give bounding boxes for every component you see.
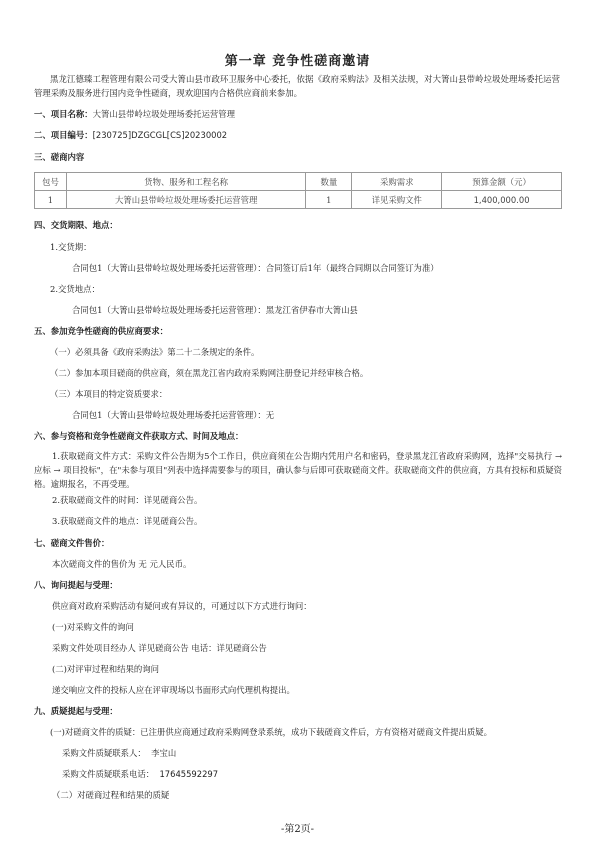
section-2-project-number [34, 129, 227, 141]
project-name-value: 大箐山县带岭垃圾处理场委托运营管理 [92, 109, 235, 119]
section-3-heading: 三、磋商内容 [34, 152, 85, 162]
acquisition-location: 3.获取磋商文件的地点：详见磋商公告。 [52, 516, 203, 526]
inquiry-item-1: (一)对采购文件的询问 [52, 622, 134, 632]
contact-label: 采购文件质疑联系人： [62, 748, 146, 758]
section-8-heading: 八、询问提起与受理： [34, 580, 118, 590]
delivery-location-label: 2.交货地点： [50, 284, 100, 294]
requirement-2: （二）参加本项目磋商的供应商，须在黑龙江省内政府采购网注册登记并经审核合格。 [50, 368, 369, 378]
challenge-item-2: （二）对磋商过程和结果的质疑 [52, 790, 170, 800]
header-requirement: 采购需求 [352, 173, 442, 191]
header-package-no: 包号 [35, 173, 67, 191]
inquiry-intro: 供应商对政府采购活动有疑问或有异议的，可通过以下方式进行询问： [52, 601, 312, 611]
header-quantity: 数量 [306, 173, 352, 191]
delivery-location-text: 合同包1（大箐山县带岭垃圾处理场委托运营管理）：黑龙江省伊春市大箐山县 [72, 305, 358, 315]
phone-label: 采购文件质疑联系电话： [62, 769, 155, 779]
contact-value: 李宝山 [151, 748, 177, 758]
document-price-text: 本次磋商文件的售价为 无 元人民币。 [52, 559, 192, 569]
inquiry-item-2-text: 递交响应文件的投标人应在评审现场以书面形式向代理机构提出。 [52, 685, 295, 695]
cell-quantity: 1 [306, 191, 352, 209]
challenge-phone [62, 768, 218, 780]
requirement-3: （三）本项目的特定资质要求： [50, 389, 168, 399]
project-number-value: [230725]DZGCGL[CS]20230002 [92, 130, 228, 140]
header-budget: 预算金额（元） [442, 173, 562, 191]
section-7-heading: 七、磋商文件售价： [34, 538, 110, 548]
challenge-contact [62, 747, 176, 759]
table-row [35, 191, 562, 209]
section-1-project-name [34, 108, 235, 120]
section-9-heading: 九、质疑提起与受理： [34, 706, 118, 716]
page-number: -第2页- [280, 824, 315, 835]
header-item-name: 货物、服务和工程名称 [66, 173, 305, 191]
section-4-heading: 四、交货期限、地点： [34, 220, 118, 230]
requirement-1: （一）必须具备《政府采购法》第二十二条规定的条件。 [50, 347, 260, 357]
procurement-table [34, 172, 562, 209]
section-1-heading: 一、项目名称： [34, 109, 93, 119]
page-title: 第一章 竞争性磋商邀请 [224, 54, 371, 69]
intro-paragraph: 黑龙江德臻工程管理有限公司受大箐山县市政环卫服务中心委托，依据《政府采购法》及相关法规，对大箐山县带岭垃圾处理场委托运营管理采购及服务进行国内竞争性磋商，现欢迎国内合格供应商前来参加。 [34, 74, 560, 98]
inquiry-item-2: (二)对评审过程和结果的询问 [52, 664, 160, 674]
cell-package-no: 1 [35, 191, 67, 209]
inquiry-item-1-text: 采购文件处项目经办人 详见磋商公告 电话：详见磋商公告 [52, 643, 267, 653]
cell-item-name: 大箐山县带岭垃圾处理场委托运营管理 [66, 191, 305, 209]
section-6-heading: 六、参与资格和竞争性磋商文件获取方式、时间及地点： [34, 431, 244, 441]
table-header-row [35, 173, 562, 191]
cell-requirement: 详见采购文件 [352, 191, 442, 209]
challenge-item-1: (一)对磋商文件的质疑：已注册供应商通过政府采购网登录系统，成功下载磋商文件后，方有资格对磋商文件提出质疑。 [50, 727, 493, 737]
acquisition-time: 2.获取磋商文件的时间：详见磋商公告。 [52, 495, 203, 505]
section-5-heading: 五、参加竞争性磋商的供应商要求： [34, 326, 168, 336]
section-2-heading: 二、项目编号： [34, 130, 93, 140]
acquisition-method-paragraph: 1.获取磋商文件方式：采购文件公告期为5个工作日，供应商须在公告期内凭用户名和密码，登录黑龙江省政府采购网，选择"交易执行 → 应标 → 项目投标"，在"未参与项目"列表中选择需要参与的项目，确认参与后即可获取磋商文件。获取磋商文件的供应商，方具有投标和质疑资格。逾期报名，不再受理。 [34, 451, 562, 489]
cell-budget: 1,400,000.00 [442, 191, 562, 209]
phone-value: 17645592297 [159, 769, 219, 779]
delivery-period-text: 合同包1（大箐山县带岭垃圾处理场委托运营管理）：合同签订后1年（最终合同期以合同签订为准） [72, 263, 439, 273]
delivery-period-label: 1.交货期： [50, 242, 92, 252]
requirement-3-text: 合同包1（大箐山县带岭垃圾处理场委托运营管理）：无 [72, 410, 275, 420]
